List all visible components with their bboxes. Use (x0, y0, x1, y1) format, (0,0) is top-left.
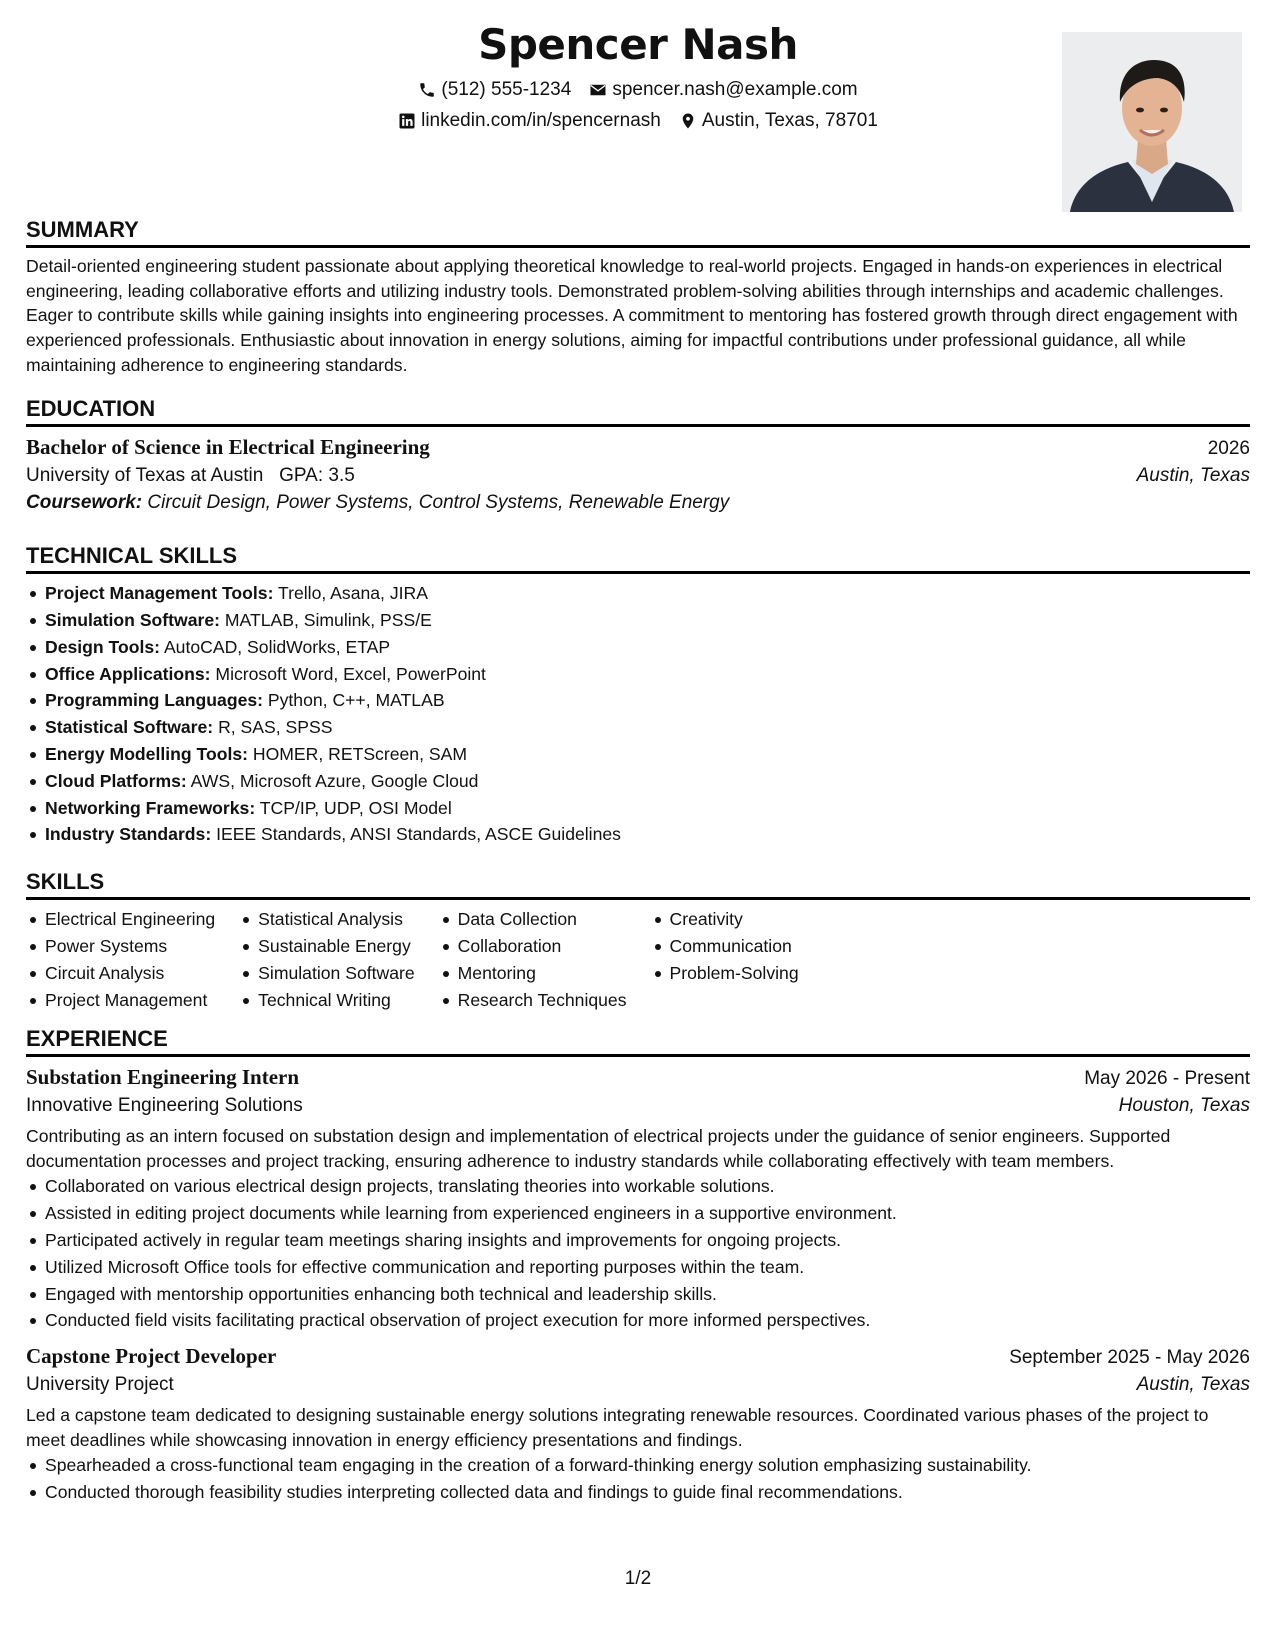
graduation-year: 2026 (1207, 438, 1250, 460)
list-item: Communication (670, 933, 799, 960)
coursework-label: Coursework: (26, 492, 143, 514)
list-item: Power Systems (45, 933, 215, 960)
contact-location: Austin, Texas, 78701 (679, 110, 878, 132)
list-item: Utilized Microsoft Office tools for effective communication and reporting purposes within the team. (45, 1254, 1250, 1281)
list-item: Data Collection (458, 906, 627, 933)
company-name: Innovative Engineering Solutions (26, 1095, 303, 1117)
phone-icon (418, 81, 436, 99)
list-item: Technical Writing (258, 987, 414, 1014)
section-title-education: EDUCATION (26, 397, 1250, 427)
education-school-row (26, 465, 1250, 487)
skills-column (239, 906, 414, 1013)
job-bullets (26, 1452, 1250, 1506)
list-item: Conducted field visits facilitating practical observation of project execution for more informed perspectives. (45, 1307, 1250, 1334)
list-item: Project Management Tools: Trello, Asana, JIRA (45, 580, 1250, 607)
profile-photo (1062, 32, 1242, 212)
education-section (26, 397, 1250, 514)
list-item: Programming Languages: Python, C++, MATLAB (45, 687, 1250, 714)
page-number: 1/2 (624, 1568, 652, 1589)
coursework-line (26, 492, 1250, 514)
job-description: Led a capstone team dedicated to designing sustainable energy solutions integrating renewable resources. Coordinated various phases of the project to meet deadlines while showcasing innovation in energy efficiency presentations and findings. (26, 1405, 1209, 1450)
list-item: Research Techniques (458, 987, 627, 1014)
list-item: Industry Standards: IEEE Standards, ANSI Standards, ASCE Guidelines (45, 821, 1250, 848)
resume-page (26, 0, 1250, 1650)
section-title-skills: SKILLS (26, 870, 1250, 900)
job-title-row (26, 1344, 1250, 1369)
job-location: Austin, Texas (1136, 1374, 1250, 1396)
list-item: Conducted thorough feasibility studies interpreting collected data and findings to guide final recommendations. (45, 1479, 1250, 1506)
job-description: Contributing as an intern focused on substation design and implementation of electrical projects under the guidance of senior engineers. Supported documentation processes and project tracking, ensuring adherence to industry standards while collaborating effectively with team members. (26, 1126, 1171, 1171)
list-item: Project Management (45, 987, 215, 1014)
job-company-row (26, 1095, 1250, 1117)
school-and-gpa (26, 465, 355, 487)
experience-entry (26, 1344, 1250, 1506)
list-item: Design Tools: AutoCAD, SolidWorks, ETAP (45, 634, 1250, 661)
school-name: University of Texas at Austin (26, 465, 264, 487)
job-title-row (26, 1065, 1250, 1090)
candidate-name: Spencer Nash (478, 20, 798, 69)
skills-grid (26, 906, 1250, 1013)
gpa: GPA: 3.5 (279, 465, 355, 487)
experience-entry (26, 1065, 1250, 1334)
list-item: Collaboration (458, 933, 627, 960)
experience-section (26, 1027, 1250, 1506)
list-item: Statistical Analysis (258, 906, 414, 933)
summary-text: Detail-oriented engineering student passionate about applying theoretical knowledge to real-world projects. Engaged in hands-on experiences in electrical engineering, leading collaborative efforts and utilizing industry tools. Demonstrated problem-solving abilities through internships and academic challenges. Eager to contribute skills while gaining insights into engineering processes. A commitment to mentoring has fostered growth through direct engagement with experienced professionals. Enthusiastic about innovation in energy solutions, aiming for impactful contributions under professional guidance, all while maintaining adherence to engineering standards. (26, 256, 1238, 375)
contact-linkedin[interactable]: linkedin.com/in/spencernash (398, 110, 661, 132)
section-title-summary: SUMMARY (26, 218, 1250, 248)
job-title: Capstone Project Developer (26, 1344, 277, 1369)
list-item: Sustainable Energy (258, 933, 414, 960)
list-item: Creativity (670, 906, 799, 933)
job-company-row (26, 1374, 1250, 1396)
list-item: Simulation Software: MATLAB, Simulink, PSS/E (45, 607, 1250, 634)
coursework-list: Circuit Design, Power Systems, Control Systems, Renewable Energy (147, 492, 730, 514)
contact-email[interactable]: spencer.nash@example.com (589, 79, 857, 101)
school-location: Austin, Texas (1136, 465, 1250, 487)
list-item: Mentoring (458, 960, 627, 987)
list-item: Circuit Analysis (45, 960, 215, 987)
skills-column (651, 906, 799, 1013)
list-item: Energy Modelling Tools: HOMER, RETScreen, SAM (45, 741, 1250, 768)
list-item: Assisted in editing project documents while learning from experienced engineers in a supportive environment. (45, 1200, 1250, 1227)
technical-skills-section (26, 544, 1250, 848)
list-item: Collaborated on various electrical design projects, translating theories into workable solutions. (45, 1173, 1250, 1200)
list-item: Problem-Solving (670, 960, 799, 987)
education-degree-row (26, 435, 1250, 460)
section-title-experience: EXPERIENCE (26, 1027, 1250, 1057)
summary-section (26, 218, 1250, 377)
list-item: Office Applications: Microsoft Word, Excel, PowerPoint (45, 661, 1250, 688)
list-item: Networking Frameworks: TCP/IP, UDP, OSI Model (45, 795, 1250, 822)
list-item: Engaged with mentorship opportunities enhancing both technical and leadership skills. (45, 1281, 1250, 1308)
skills-column (439, 906, 627, 1013)
job-title: Substation Engineering Intern (26, 1065, 300, 1090)
job-location: Houston, Texas (1118, 1095, 1250, 1117)
company-name: University Project (26, 1374, 174, 1396)
degree-name: Bachelor of Science in Electrical Engineering (26, 435, 430, 460)
resume-header (26, 0, 1250, 225)
list-item: Participated actively in regular team meetings sharing insights and improvements for ongoing projects. (45, 1227, 1250, 1254)
skills-column (26, 906, 215, 1013)
map-pin-icon (679, 112, 697, 130)
section-title-technical-skills: TECHNICAL SKILLS (26, 544, 1250, 574)
list-item: Simulation Software (258, 960, 414, 987)
envelope-icon (589, 81, 607, 99)
list-item: Spearheaded a cross-functional team engaging in the creation of a forward-thinking energy solution emphasizing sustainability. (45, 1452, 1250, 1479)
technical-skills-list (26, 580, 1250, 848)
contact-phone: (512) 555-1234 (418, 79, 571, 101)
list-item: Electrical Engineering (45, 906, 215, 933)
list-item: Cloud Platforms: AWS, Microsoft Azure, Google Cloud (45, 768, 1250, 795)
list-item: Statistical Software: R, SAS, SPSS (45, 714, 1250, 741)
skills-section (26, 870, 1250, 1013)
job-bullets (26, 1173, 1250, 1334)
job-dates: September 2025 - May 2026 (1009, 1347, 1250, 1369)
linkedin-icon (398, 112, 416, 130)
job-dates: May 2026 - Present (1084, 1068, 1250, 1090)
